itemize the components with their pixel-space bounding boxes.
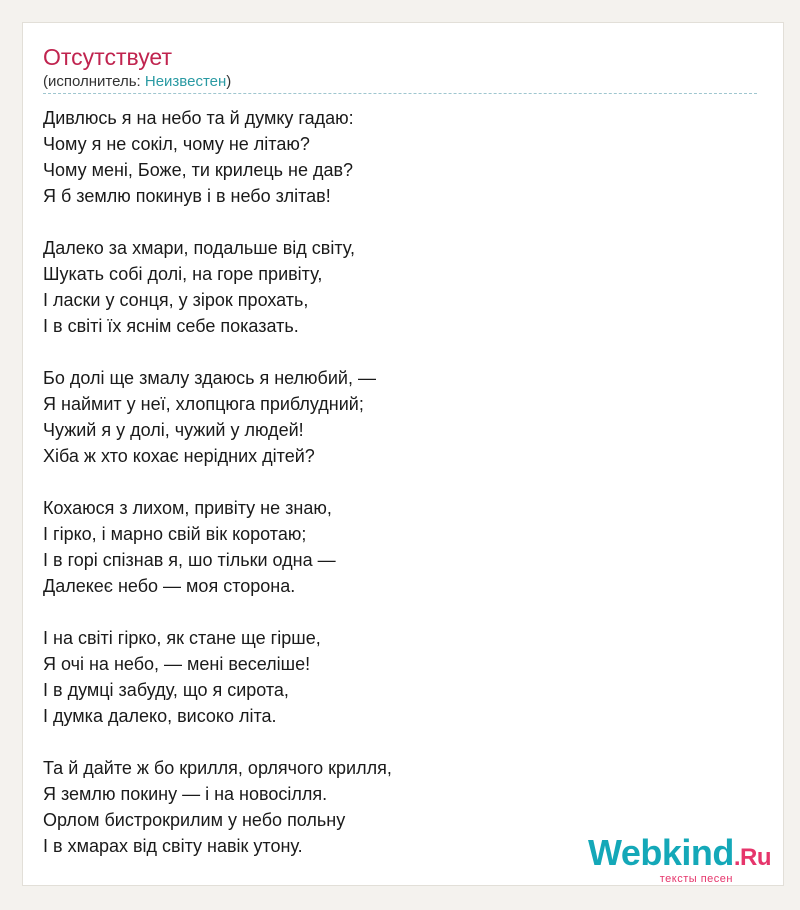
lyrics-card: [22, 22, 784, 886]
title-divider: [43, 93, 757, 94]
lyric-line: Хіба ж хто кохає нерідних дітей?: [43, 446, 315, 466]
lyric-line: Та й дайте ж бо крилля, орлячого крилля,: [43, 758, 392, 778]
artist-link[interactable]: Неизвестен: [144, 73, 227, 90]
lyric-line: Кохаюся з лихом, привіту не знаю,: [43, 498, 332, 518]
lyric-line: Я очі на небо, — мені веселіше!: [43, 654, 311, 674]
stanza: [43, 755, 392, 859]
lyric-line: Дивлюсь я на небо та й думку гадаю:: [43, 108, 354, 128]
lyric-line: Я землю покину — і на новосілля.: [43, 784, 328, 804]
lyric-line: Я б землю покинув і в небо злітав!: [43, 186, 331, 206]
lyric-line: Чому я не сокіл, чому не літаю?: [43, 134, 310, 154]
lyric-line: Я наймит у неї, хлопцюга приблудний;: [43, 394, 364, 414]
lyric-line: Шукать собі долі, на горе привіту,: [43, 264, 323, 284]
lyric-line: І думка далеко, високо літа.: [43, 706, 277, 726]
stanza: [43, 495, 392, 599]
stanza: [43, 625, 392, 729]
brand-tld: .Ru: [733, 844, 771, 871]
lyric-line: Орлом бистрокрилим у небо польну: [43, 810, 346, 830]
song-title: Отсутствует: [43, 44, 172, 70]
lyric-line: І гірко, і марно свій вік коротаю;: [43, 524, 307, 544]
artist-line: [43, 73, 231, 91]
stanza: [43, 235, 392, 339]
brand-name: Webkind: [587, 832, 734, 873]
lyric-line: І ласки у сонця, у зірок прохать,: [43, 290, 309, 310]
brand-tagline: тексты песен: [659, 873, 733, 885]
lyric-line: І в горі спізнав я, шо тільки одна —: [43, 550, 336, 570]
artist-suffix: ): [226, 73, 232, 90]
lyric-line: Бо долі ще змалу здаюсь я нелюбий, —: [43, 368, 376, 388]
lyric-line: І в хмарах від світу навік утону.: [43, 836, 303, 856]
stanza: [43, 365, 392, 469]
artist-prefix: (исполнитель:: [43, 73, 145, 90]
lyric-line: Чужий я у долі, чужий у людей!: [43, 420, 304, 440]
brand-logo[interactable]: [587, 832, 771, 885]
lyrics-body: [43, 105, 392, 885]
lyric-line: І на світі гірко, як стане ще гірше,: [43, 628, 321, 648]
lyric-line: І в світі їх яснім себе показать.: [43, 316, 299, 336]
brand-wordmark: [587, 832, 771, 876]
lyric-line: Далеко за хмари, подальше від світу,: [43, 238, 356, 258]
lyric-line: Далекеє небо — моя сторона.: [43, 576, 296, 596]
lyric-line: І в думці забуду, що я сирота,: [43, 680, 289, 700]
stanza: [43, 105, 392, 209]
lyric-line: Чому мені, Боже, ти крилець не дав?: [43, 160, 354, 180]
